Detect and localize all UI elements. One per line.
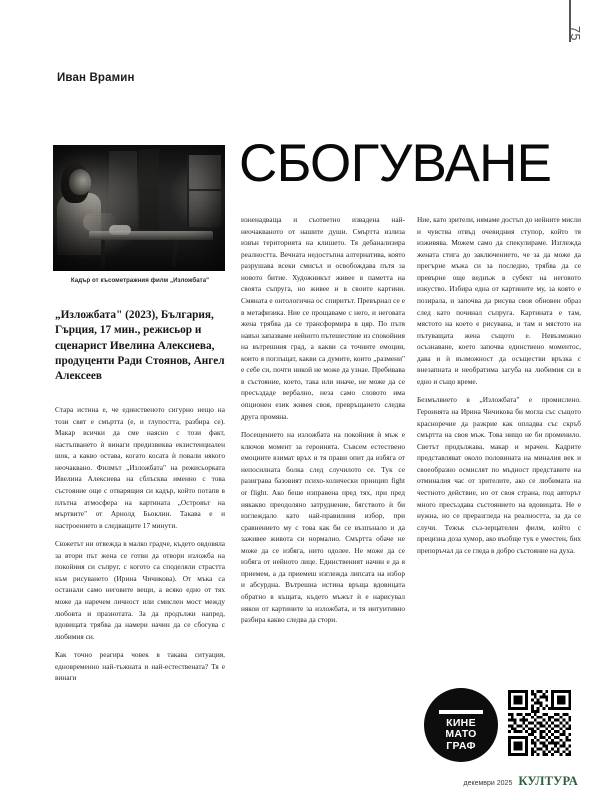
footer-brand: КУЛТУРА [518,774,578,788]
photo-vignette [53,145,225,271]
text-column-3 [417,214,581,674]
page-number: 75 [568,26,582,41]
footer-date: декември 2025 [463,780,513,787]
text-column-1 [55,404,225,774]
paragraph: Как точно реагира човек в такава ситуация, едновременно най-тъжната и най-естествената? Тя е винаги [55,650,225,683]
paragraph: изненадваща и съответно извадена най-неочакваното от нашите души. Смъртта излиза извън територията на клишето. Тя дебанализира реалността. Вечната недостъпна алтернатива, която разрушава всеки смисъл и освобождава пътя за новото битие. Художникът живее в паметта на своята съпруга, но живее и в своите картини. Смяната е онтологична ос спиритът. Превърнал се е в метафизика. Ние се прощаваме с него, и неговата жена трябва да се трансформира в цяр. По пътя навън запазваме нейното пътешествие из спокойния на вътрешния град, а какви са точните емоции, които я поглъщат, какви са думите, които „размени" е себе си, почти никой не може да узнае. Пребивава в състояние, което, така или иначе, не може да се пресъздаде вербално, неза само словото има опционен език живея своя, превръщането следва друга промяна. [241,215,405,421]
paragraph: Сюжетът ни отвежда в малко градче, където овдовяла за втори път жена се готви да отвори изложба на покойния си съпруг, с когото са споделяли страстта към рисуването (Ирина Чичикова). От мъка са останали само неговите вещи, а всяко едно от тях може да наречем личност или смислен мост между любовта и празнотата. За да продължи напред, вдовицата трябва да намери начин да се сбогува с любимия си. [55,539,225,641]
film-still-image [53,145,225,271]
text-column-2 [241,214,405,762]
logo-line-2: МАТО [445,728,477,741]
qr-code[interactable] [508,690,574,756]
photo-caption: Кадър от късометражния филм „Изложбата" [70,277,210,284]
paragraph: Безмълвието в „Изложбата" е промислено. Героинята на Ирина Чичикова би могла със същото красноречие да разкрие как опладва със скръб смъртта на своя мъж. Това нищо не би променило. Светът продължава, макар и мрачен. Кадрите представляват около половината на миналия век и своеобразно осмислят по мъдност представите на отминалия час от зрителите, ако се любимата на честното действие, но от своя страна, под авторът много пресъздава състоянието на вдовицата. Не е нужна, но се преразгледа на реалността, за да се случи. Тежък съз-зерцателен филм, който с прецизна доза хумор, ако въобще тук е уместен, бих препоръчал да се гледа в добро състояние на духа. [417,395,581,555]
logo-line-1: КИНЕ [446,717,476,729]
paragraph: Посещението на изложбата на покойния ѝ мъж е ключов момент за героинята. Съвсем естествено емоциите взимат връх и тя прави опит да избяга от непосилната болка след случилото се. Тук се разиграва базовият психо-холически принцип fight or flight. Ако беше изправена пред тях, при пред някакво преодоляно затруднение, бягството ѝ би изглеждало като най-правилния избор, при сравнението му с това как би се възпънало и да заживее живота си нормално. Смъртта обаче не може да се избяга, нито одолее. Не може да се избяга от нейното лице. Единственият начин е да я приемем, а да приемеш изглежда липсата на избор и абсурдна. Вътрешна истина връща вдовицата обратно в къщата, където мъжът ѝ е нарисувал някои от картините за изложбата, и тя интуитивно разбира какво следва да стори. [241,430,405,625]
author-byline: Иван Врамин [57,72,135,84]
paragraph: Ние, като зрители, нямаме достъп до нейните мисли и чувства отвъд очевидния ступор, който тя изживява. Можем само да спекулираме. Изглежда женaта стига до заключението, че за да може да прегърне мъжа си за последно, трябва да се превърне още веднъж в субект на неговото изкуство. Избира една от картините му, за която е позирала, и започва да рисува своя обновен образ след като починал съпруга. Картината е там, мястото на което е рисувана, и там и мястото на пътуващата жена същото е. Невъзможно осъзнаване, което започва единствено моментос, дава и ѝ възможност да осъществи връзка с внезапната и необратима загуба на любимия си в едно и също време. [417,215,581,386]
logo-wordmark [424,718,498,752]
page-title: СБОГУВАНЕ [239,134,552,193]
kinematograf-logo [424,688,498,762]
paragraph: Стара истина е, че единственото сигурно нещо на този свят е смъртта (е, и глупостта, разбира се). Макар всички да сме наясно с този факт, настъпването ѝ винаги предизвиква екзистенциален шок, а какво остава, когато косата ѝ повали някого неочаквано. Филмът „Изложбата" на режисьорката Ивелина Алексиева на сблъсква именно с това състояние още с отварящия си кадър, който потапя в плътна атмосфера на картината „Островът на мъртвите" от Арнолд Бьоклин. Такава е и настроението в следващите 17 минути. [55,405,225,530]
film-credits: „Изложбата" (2023), България, Гърция, 17 мин., режисьор и сценарист Ивелина Алексиева, продуценти Ради Стоянов, Ангел Алексеев [55,309,225,383]
logo-line-3: ГРАФ [446,739,476,752]
article-photo [53,145,225,271]
logo-bar [439,710,483,714]
page-footer [463,774,578,789]
